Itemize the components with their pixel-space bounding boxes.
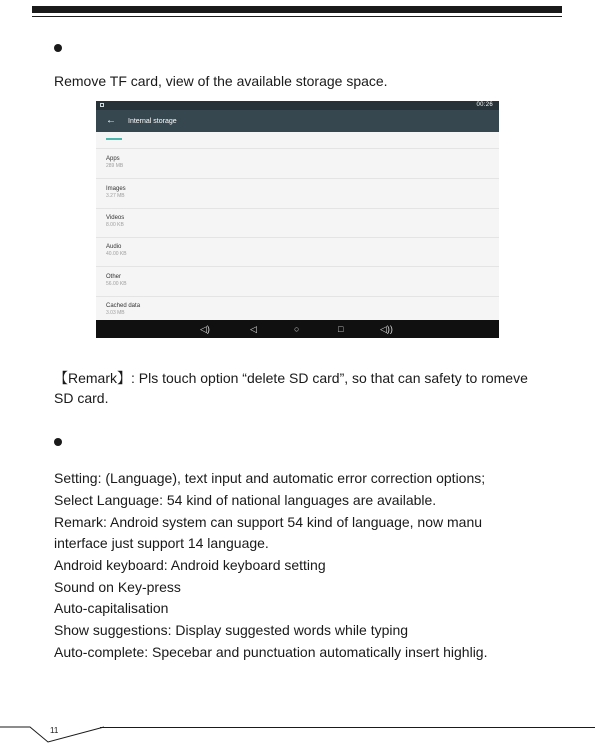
status-bar <box>96 101 499 110</box>
status-time: 00:26 <box>476 102 493 108</box>
accent-indicator <box>106 138 122 140</box>
intro-text: Remove TF card, view of the available storage space. <box>54 73 388 89</box>
app-bar <box>96 110 499 132</box>
paragraph-line: Android keyboard: Android keyboard setting <box>54 557 326 573</box>
item-label: Cached data <box>106 303 141 309</box>
item-label: Images <box>106 186 126 192</box>
item-label: Apps <box>106 156 120 162</box>
back-triangle-icon[interactable]: ◁ <box>250 324 257 334</box>
divider <box>96 148 499 149</box>
divider <box>96 208 499 209</box>
bullet-point <box>54 438 62 446</box>
volume-down-icon[interactable]: ◁) <box>200 324 210 334</box>
remark-line-1: 【Remark】: Pls touch option “delete SD card”, so that can safety to romeve <box>54 370 528 386</box>
item-value: 56.00 KB <box>106 281 127 287</box>
item-label: Other <box>106 274 122 280</box>
item-value: 8.00 KB <box>106 222 124 228</box>
item-label: Audio <box>106 244 122 250</box>
storage-item-audio[interactable] <box>106 243 306 258</box>
storage-item-other[interactable] <box>106 273 306 288</box>
divider <box>96 178 499 179</box>
paragraph-line: Setting: (Language), text input and automatic error correction options; <box>54 470 486 486</box>
volume-up-icon[interactable]: ◁)) <box>380 324 393 334</box>
storage-item-videos[interactable] <box>106 214 306 229</box>
paragraph-line: Sound on Key-press <box>54 579 181 595</box>
home-circle-icon[interactable]: ○ <box>294 324 300 334</box>
bullet-point <box>54 44 62 52</box>
footer-rule <box>100 727 595 728</box>
paragraph-line: Select Language: 54 kind of national languages are available. <box>54 492 437 508</box>
item-label: Videos <box>106 215 125 221</box>
navigation-bar <box>96 320 499 338</box>
paragraph-line: Show suggestions: Display suggested words while typing <box>54 622 409 638</box>
remark-line-2: SD card. <box>54 390 109 406</box>
back-arrow-icon[interactable]: ← <box>106 115 116 126</box>
header-rule-thin <box>32 16 562 17</box>
item-value: 3.27 MB <box>106 193 125 199</box>
header-rule-thick <box>32 6 562 13</box>
storage-item-images[interactable] <box>106 185 306 200</box>
divider <box>96 237 499 238</box>
recents-square-icon[interactable]: □ <box>338 324 344 334</box>
item-value: 289 MB <box>106 163 124 169</box>
item-value: 3.03 MB <box>106 310 125 316</box>
storage-item-apps[interactable] <box>106 155 306 170</box>
screen-title: Internal storage <box>128 118 177 125</box>
paragraph-line: Auto-capitalisation <box>54 600 169 616</box>
paragraph-line: Auto-complete: Specebar and punctuation automatically insert highlig. <box>54 644 488 660</box>
phone-screenshot <box>96 101 499 338</box>
divider <box>96 266 499 267</box>
item-value: 40.00 KB <box>106 251 127 257</box>
paragraph-line: Remark: Android system can support 54 kind of language, now manu <box>54 514 483 530</box>
paragraph-line: interface just support 14 language. <box>54 535 269 551</box>
page-number: 11 <box>50 726 59 735</box>
divider <box>96 296 499 297</box>
storage-item-cached-data[interactable] <box>106 302 306 317</box>
notification-icon <box>100 103 104 107</box>
